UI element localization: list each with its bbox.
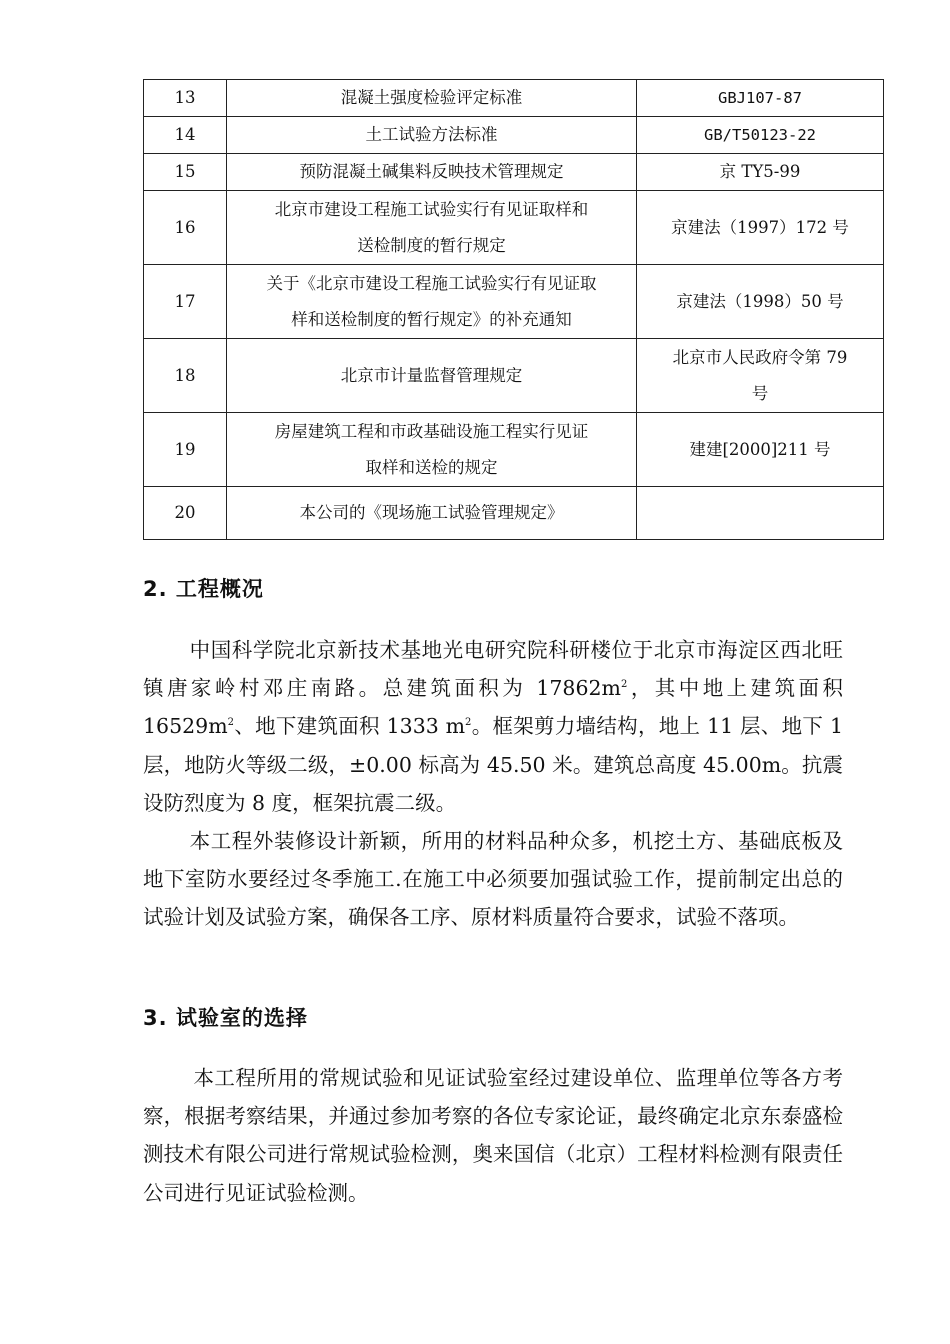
standard-name [227, 191, 637, 265]
row-number: 15 [144, 154, 227, 191]
standard-code-line: 京 TY5-99 [719, 162, 801, 181]
standard-name-line: 本公司的《现场施工试验管理规定》 [299, 503, 564, 522]
standard-name [227, 265, 637, 339]
row-number: 20 [144, 487, 227, 540]
standard-name-line: 送检制度的暂行规定 [357, 235, 506, 255]
standard-name [227, 339, 637, 413]
standard-code-line: 建建[2000]211 号 [689, 439, 831, 459]
row-number: 17 [144, 265, 227, 339]
standard-code [637, 413, 884, 487]
standard-code-line: GBJ107-87 [718, 89, 802, 107]
section-2-paragraph-2: 本工程外装修设计新颖，所用的材料品种众多，机挖土方、基础底板及地下室防水要经过冬季施工.在施工中必须要加强试验工作，提前制定出总的试验计划及试验方案，确保各工序、原材料质量符合要求，试验不落项。 [143, 829, 843, 930]
row-number: 16 [144, 191, 227, 265]
standard-code [637, 339, 884, 413]
row-number: 19 [144, 413, 227, 487]
table-row [144, 487, 884, 540]
table-row [144, 80, 884, 117]
standards-table [143, 79, 884, 540]
table-row [144, 265, 884, 339]
standard-code [637, 117, 884, 154]
section-3-heading: 3. 试验室的选择 [143, 1006, 308, 1030]
standard-code-line: GB/T50123-22 [704, 126, 816, 144]
standard-code [637, 154, 884, 191]
standard-code [637, 80, 884, 117]
standard-name [227, 80, 637, 117]
standard-name [227, 117, 637, 154]
standard-name-line: 预防混凝土碱集料反映技术管理规定 [299, 162, 564, 181]
standard-name-line: 土工试验方法标准 [365, 125, 498, 144]
section-3-paragraph-1: 本工程所用的常规试验和见证试验室经过建设单位、监理单位等各方考察，根据考察结果，并通过参加考察的各位专家论证，最终确定北京东泰盛检测技术有限公司进行常规试验检测，奥来国信（北京）工程材料检测有限责任公司进行见证试验检测。 [143, 1066, 843, 1205]
standard-name-line: 北京市计量监督管理规定 [340, 365, 523, 385]
table-row [144, 191, 884, 265]
row-number: 13 [144, 80, 227, 117]
row-number: 14 [144, 117, 227, 154]
standard-name-line: 混凝土强度检验评定标准 [340, 88, 523, 107]
table-row [144, 117, 884, 154]
standard-code-line: 京建法（1997）172 号 [671, 217, 849, 237]
standard-code [637, 191, 884, 265]
standard-name [227, 413, 637, 487]
section-2-paragraph-1: 中国科学院北京新技术基地光电研究院科研楼位于北京市海淀区西北旺镇唐家岭村邓庄南路。总建筑面积为 $17862m^2$，其中地上建筑面积 $16529m^2$、地下建筑面积 1333 $m^2$。框架剪力墙结构，地上 11 层、地下 1 层，地防火等级二级，±0.00 标高为 45.50 米。建筑总高度 45.00m。抗震设防烈度为 8 度，框架抗震二级。 [143, 638, 843, 815]
section-2-heading: 2. 工程概况 [143, 577, 264, 601]
standard-name-line: 北京市建设工程施工试验实行有见证取样和 [274, 199, 589, 219]
table-row [144, 154, 884, 191]
standard-name-line: 关于《北京市建设工程施工试验实行有见证取 [266, 273, 597, 293]
standard-name-line: 取样和送检的规定 [365, 457, 498, 477]
row-number: 18 [144, 339, 227, 413]
standard-name [227, 487, 637, 540]
standard-code-line: 北京市人民政府令第 79 [672, 347, 848, 367]
standard-name-line: 样和送检制度的暂行规定》的补充通知 [291, 309, 572, 329]
standard-code [637, 487, 884, 540]
table-row [144, 339, 884, 413]
standard-name [227, 154, 637, 191]
standard-code-line: 京建法（1998）50 号 [676, 291, 844, 311]
standard-name-line: 房屋建筑工程和市政基础设施工程实行见证 [274, 421, 589, 441]
standard-code-line: 号 [751, 383, 769, 403]
standard-code [637, 265, 884, 339]
table-row [144, 413, 884, 487]
